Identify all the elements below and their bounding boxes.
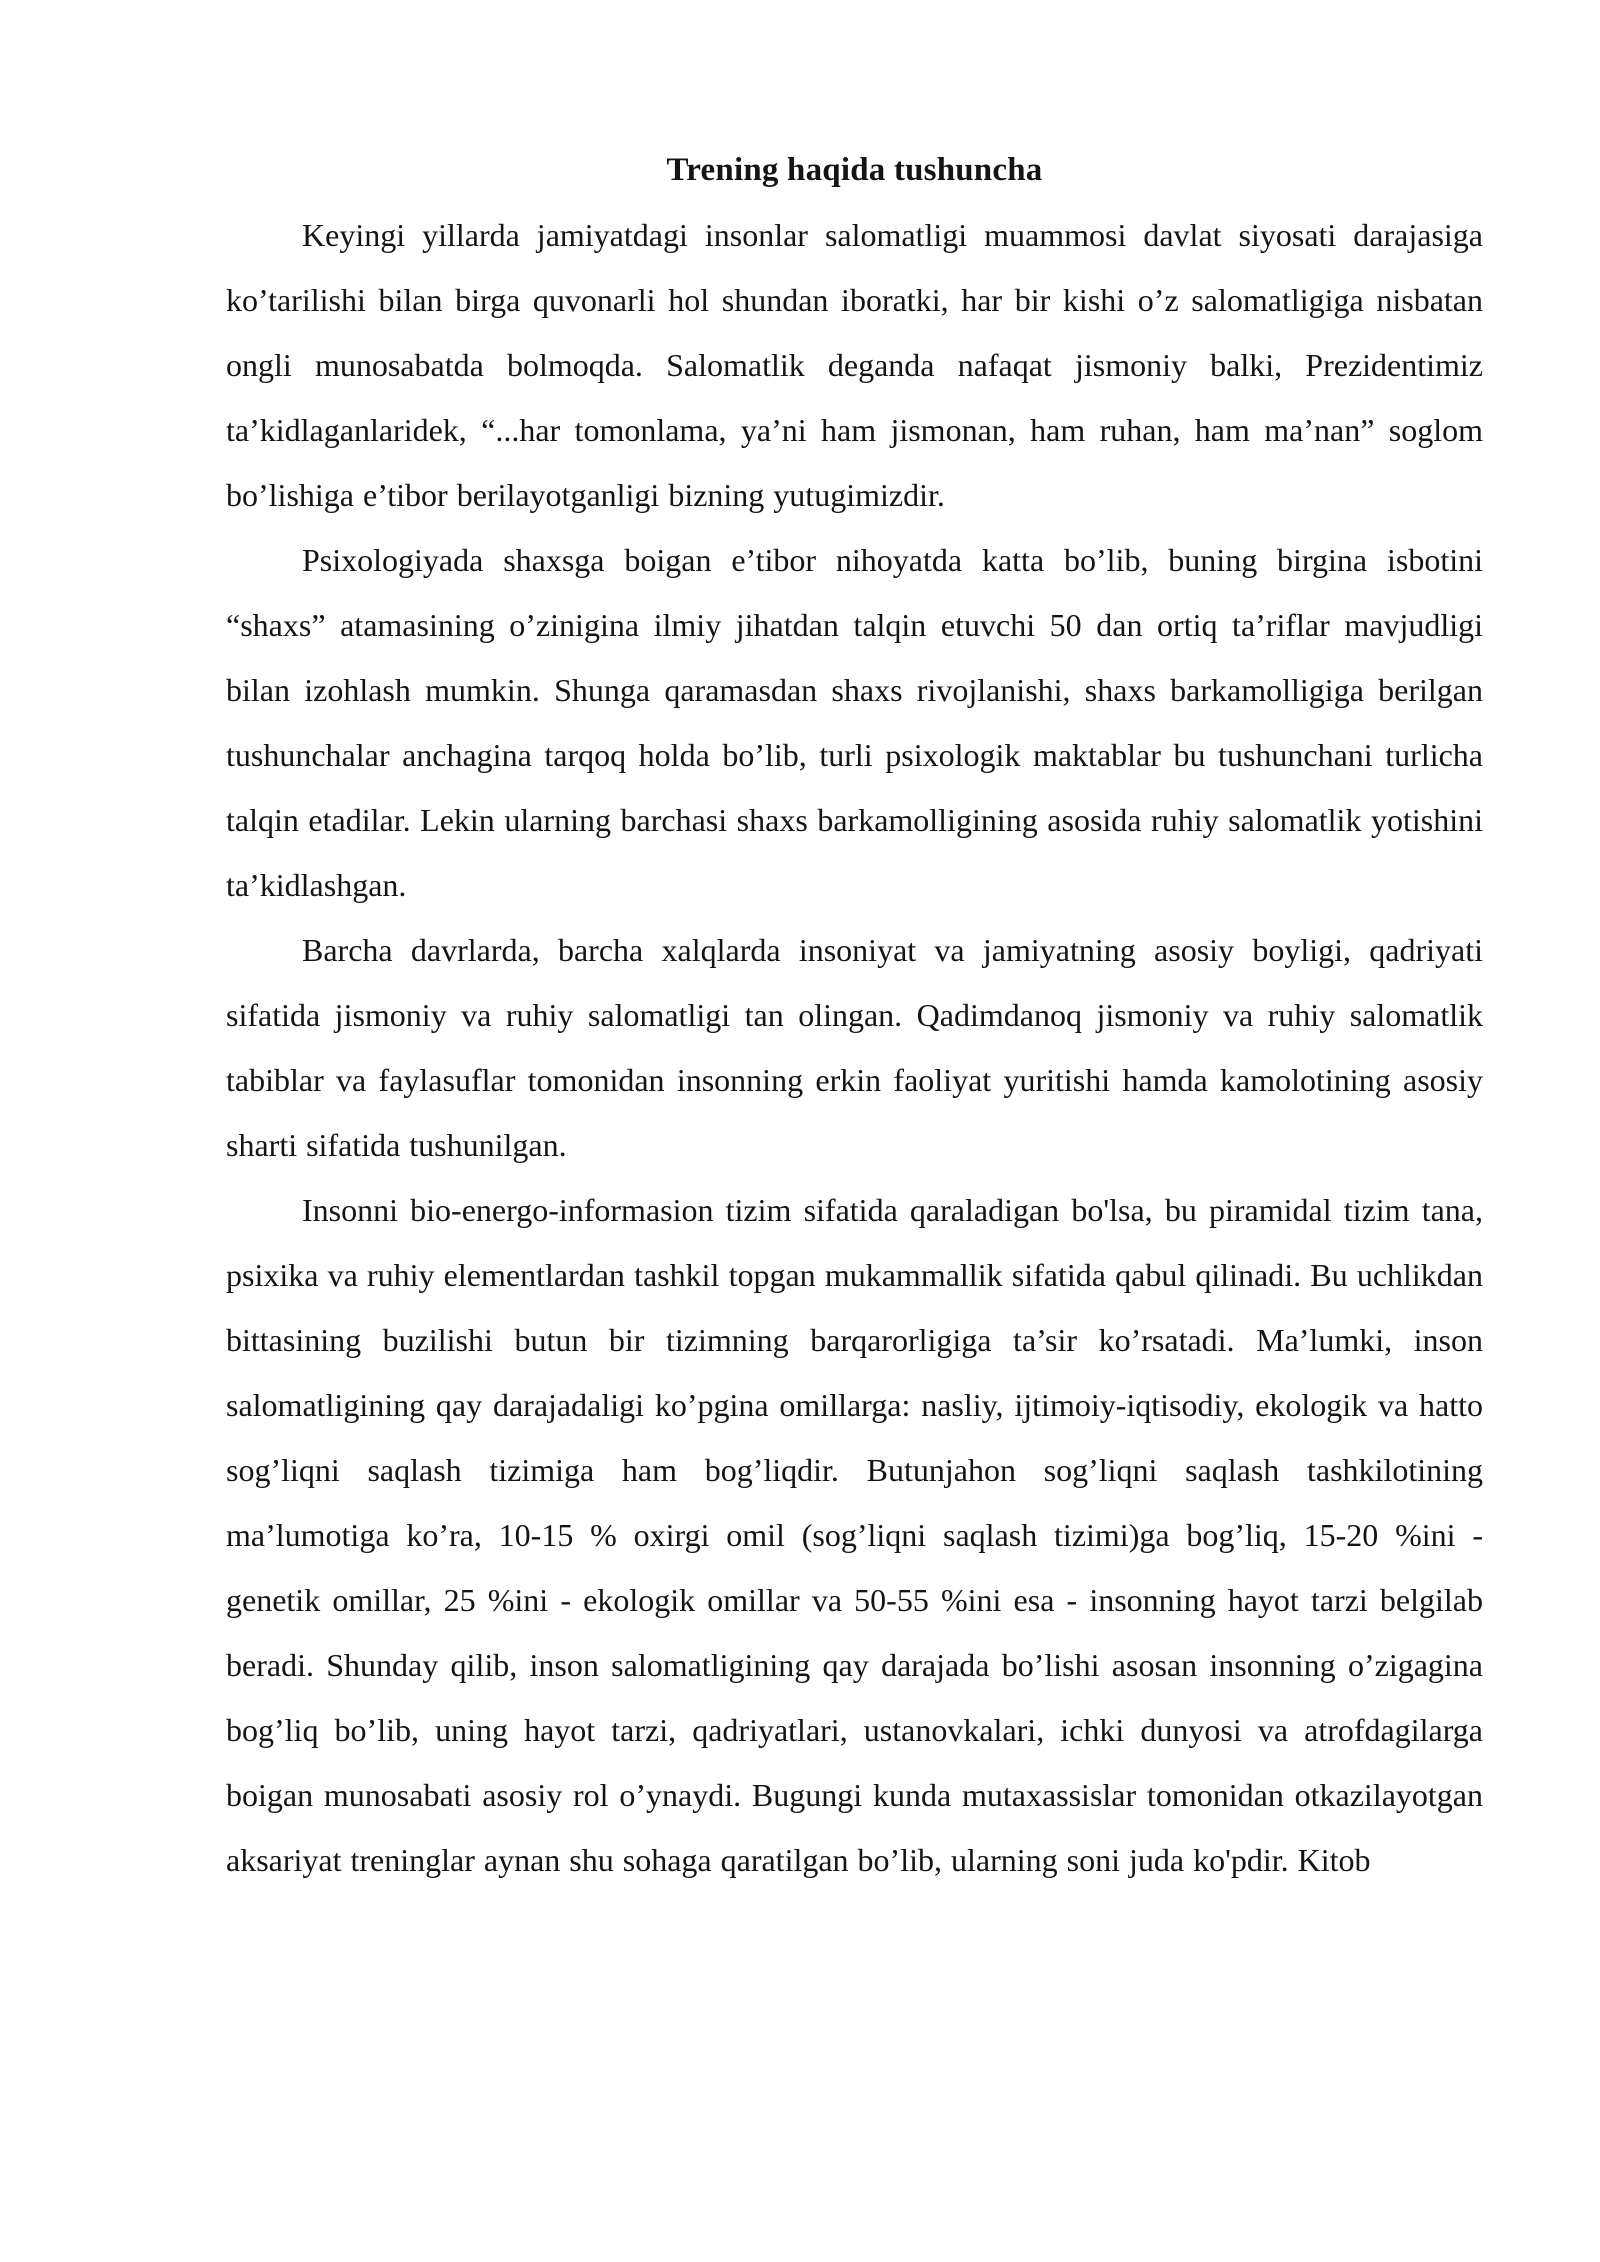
paragraph-1: Keyingi yillarda jamiyatdagi insonlar salomatligi muammosi davlat siyosati darajasiga ko’tarilishi bilan birga quvonarli hol shundan iboratki, har bir kishi o’z salomatligiga nisbatan ongli munosabatda bolmoqda. Salomatlik deganda nafaqat jismoniy balki, Prezidentimiz ta’kidlaganlaridek, “...har tomonlama, ya’ni ham jismonan, ham ruhan, ham ma’nan” soglom bo’lishiga e’tibor berilayotganligi bizning yutugimizdir. (226, 217, 1483, 513)
paragraph-2: Psixologiyada shaxsga boigan e’tibor nihoyatda katta bo’lib, buning birgina isbotini “shaxs” atamasining o’zinigina ilmiy jihatdan talqin etuvchi 50 dan ortiq ta’riflar mavjudligi bilan izohlash mumkin. Shunga qaramasdan shaxs rivojlanishi, shaxs barkamolligiga berilgan tushunchalar anchagina tarqoq holda bo’lib, turli psixologik maktablar bu tushunchani turlicha talqin etadilar. Lekin ularning barchasi shaxs barkamolligining asosida ruhiy salomatlik yotishini ta’kidlashgan. (226, 542, 1483, 903)
paragraph-4: Insonni bio-energo-informasion tizim sifatida qaraladigan bo'lsa, bu piramidal tizim tana, psixika va ruhiy elementlardan tashkil topgan mukammallik sifatida qabul qilinadi. Bu uchlikdan bittasining buzilishi butun bir tizimning barqarorligiga ta’sir ko’rsatadi. Ma’lumki, inson salomatligining qay darajadaligi ko’pgina omillarga: nasliy, ijtimoiy-iqtisodiy, ekologik va hatto sog’liqni saqlash tizimiga ham bog’liqdir. Butunjahon sog’liqni saqlash tashkilotining ma’lumotiga ko’ra, 10-15 % oxirgi omil (sog’liqni saqlash tizimi)ga bog’liq, 15-20 %ini - genetik omillar, 25 %ini - ekologik omillar va 50-55 %ini esa - insonning hayot tarzi belgilab beradi. Shunday qilib, inson salomatligining qay darajada bo’lishi asosan insonning o’zigagina bog’liq bo’lib, uning hayot tarzi, qadriyatlari, ustanovkalari, ichki dunyosi va atrofdagilarga boigan munosabati asosiy rol o’ynaydi. Bugungi kunda mutaxassislar tomonidan otkazilayotgan aksariyat treninglar aynan shu sohaga qaratilgan bo’lib, ularning soni juda ko'pdir. Kitob (226, 1192, 1483, 1878)
page-title: Trening haqida tushuncha (666, 152, 1043, 188)
paragraph-3: Barcha davrlarda, barcha xalqlarda insoniyat va jamiyatning asosiy boyligi, qadriyati sifatida jismoniy va ruhiy salomatligi tan olingan. Qadimdanoq jismoniy va ruhiy salomatlik tabiblar va faylasuflar tomonidan insonning erkin faoliyat yuritishi hamda kamolotining asosiy sharti sifatida tushunilgan. (226, 932, 1483, 1163)
